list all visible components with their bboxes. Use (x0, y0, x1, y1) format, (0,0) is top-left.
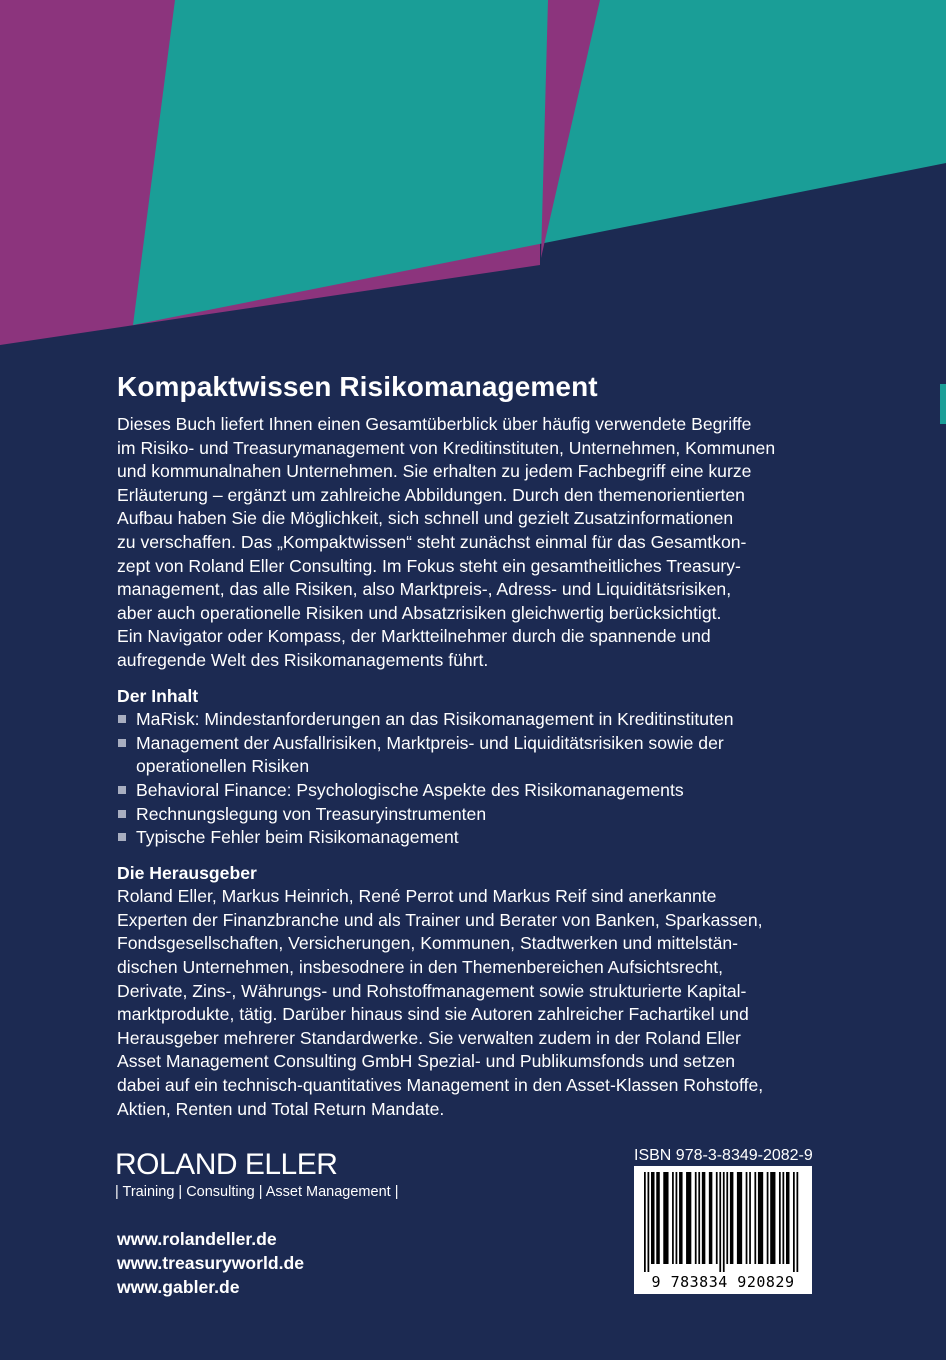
inhalt-item-text: Management der Ausfallrisiken, Marktpreis- und Liquiditätsrisiken sowie der (136, 732, 724, 753)
square-bullet-icon (118, 833, 126, 841)
inhalt-item (117, 826, 817, 850)
barcode-bar (719, 1172, 721, 1272)
inhalt-item-text: Typische Fehler beim Risikomanagement (136, 827, 459, 848)
herausgeber-line: Asset Management Consulting GmbH Spezial- und Publikumsfonds und setzen (117, 1051, 736, 1072)
inhalt-item-text: Behavioral Finance: Psychologische Aspekte des Risikomanagements (136, 779, 684, 800)
barcode-bar (723, 1172, 725, 1272)
inhalt-item (117, 732, 817, 779)
barcode-bar (676, 1172, 678, 1264)
herausgeber-line: Experten der Finanzbranche und als Trainer und Berater von Banken, Sparkassen, (117, 909, 763, 930)
intro-line: Erläuterung – ergänzt um zahlreiche Abbildungen. Durch den themenorientierten (117, 484, 745, 505)
edge-marker (940, 384, 946, 424)
barcode-bar (656, 1172, 660, 1264)
square-bullet-icon (118, 715, 126, 723)
barcode-bar (702, 1172, 706, 1264)
publisher-logo (115, 1148, 398, 1202)
barcode-bar (796, 1172, 798, 1272)
barcode-bar (663, 1172, 668, 1264)
intro-line: zu verschaffen. Das „Kompaktwissen“ steht zunächst einmal für das Gesamtkon- (117, 531, 747, 552)
barcode-bar (754, 1172, 756, 1264)
inhalt-item (117, 803, 817, 827)
barcode-bar (737, 1172, 742, 1264)
barcode-bar (709, 1172, 713, 1264)
barcode-bar (786, 1172, 790, 1264)
barcode-bar (730, 1172, 734, 1264)
intro-paragraph (117, 413, 817, 673)
barcode-bar (770, 1172, 775, 1264)
barcode-digits: 9 783834 920829 (651, 1273, 795, 1291)
barcode-bar (782, 1172, 784, 1264)
square-bullet-icon (118, 810, 126, 818)
inhalt-item (117, 779, 817, 803)
website-links (117, 1228, 304, 1299)
logo-tagline: | Training | Consulting | Asset Management | (115, 1184, 399, 1200)
herausgeber-line: dischen Unternehmen, insbesodnere in den Themenbereichen Aufsichtsrecht, (117, 957, 724, 978)
inhalt-item-text: Rechnungslegung von Treasuryinstrumenten (136, 803, 487, 824)
barcode-bar (767, 1172, 769, 1264)
herausgeber-heading: Die Herausgeber (117, 862, 257, 883)
inhalt-item (117, 708, 817, 732)
barcode-bar (672, 1172, 674, 1264)
intro-line: Ein Navigator oder Kompass, der Marktteilnehmer durch die spannende und (117, 626, 711, 647)
barcode-bar (716, 1172, 718, 1264)
barcode-bar (648, 1172, 650, 1272)
inhalt-list (117, 708, 817, 850)
intro-line: im Risiko- und Treasurymanagement von Kreditinstituten, Unternehmen, Kommunen (117, 437, 776, 458)
herausgeber-paragraph (117, 885, 817, 1121)
intro-line: Dieses Buch liefert Ihnen einen Gesamtüberblick über häufig verwendete Begriffe (117, 414, 752, 434)
barcode-bars (642, 1172, 804, 1272)
back-cover-text (117, 368, 817, 1121)
herausgeber-line: dabei auf ein technisch-quantitatives Management in den Asset-Klassen Rohstoffe, (117, 1075, 764, 1096)
herausgeber-line: Roland Eller, Markus Heinrich, René Perrot und Markus Reif sind anerkannte (117, 886, 717, 907)
intro-line: und kommunalnahen Unternehmen. Sie erhalten zu jedem Fachbegriff eine kurze (117, 461, 752, 482)
herausgeber-line: Fondsgesellschaften, Versicherungen, Kommunen, Stadtwerken und mittelstän- (117, 933, 739, 954)
herausgeber-section (117, 862, 817, 1122)
intro-line: aber auch operationelle Risiken und Absatzrisiken gleichwertig berücksichtigt. (117, 602, 722, 623)
inhalt-section (117, 685, 817, 850)
barcode-bar (695, 1172, 697, 1264)
barcode-bar (779, 1172, 781, 1264)
barcode-bar (686, 1172, 691, 1264)
barcode-bar (793, 1172, 795, 1272)
barcode-bar (758, 1172, 763, 1264)
book-title: Kompaktwissen Risikomanagement (117, 371, 598, 402)
cover-artwork (0, 0, 946, 360)
square-bullet-icon (118, 786, 126, 794)
herausgeber-line: Herausgeber mehrerer Standardwerke. Sie verwalten zudem in der Roland Eller (117, 1027, 741, 1048)
link-treasuryworld[interactable]: www.treasuryworld.de (117, 1252, 305, 1273)
intro-line: management, das alle Risiken, also Marktpreis-, Adress- und Liquiditätsrisiken, (117, 579, 732, 600)
barcode-bar (651, 1172, 655, 1264)
barcode-bar (749, 1172, 751, 1264)
inhalt-item-text: MaRisk: Mindestanforderungen an das Risikomanagement in Kreditinstituten (136, 709, 734, 730)
barcode-bar (698, 1172, 700, 1264)
herausgeber-line: marktprodukte, tätig. Darüber hinaus sind sie Autoren zahlreicher Fachartikel und (117, 1004, 749, 1025)
link-rolandeller[interactable]: www.rolandeller.de (117, 1229, 277, 1249)
intro-line: zept von Roland Eller Consulting. Im Fokus steht ein gesamtheitliches Treasury- (117, 555, 741, 576)
link-gabler[interactable]: www.gabler.de (117, 1276, 240, 1297)
intro-line: Aufbau haben Sie die Möglichkeit, sich schnell und gezielt Zusatzinformationen (117, 508, 734, 529)
barcode-bar (679, 1172, 683, 1264)
barcode-bar (644, 1172, 646, 1272)
herausgeber-line: Aktien, Renten und Total Return Mandate. (117, 1098, 445, 1119)
barcode-bar (746, 1172, 748, 1264)
isbn-label: ISBN 978-3-8349-2082-9 (634, 1147, 813, 1164)
square-bullet-icon (118, 739, 126, 747)
intro-line: aufregende Welt des Risikomanagements führt. (117, 649, 489, 670)
logo-name: ROLAND ELLER (115, 1148, 338, 1181)
inhalt-heading: Der Inhalt (117, 685, 199, 706)
barcode-bar (726, 1172, 728, 1264)
barcode (634, 1166, 812, 1294)
inhalt-item-text: operationellen Risiken (136, 756, 310, 777)
herausgeber-line: Derivate, Zins-, Währungs- und Rohstoffmanagement sowie strukturierte Kapital- (117, 980, 747, 1001)
